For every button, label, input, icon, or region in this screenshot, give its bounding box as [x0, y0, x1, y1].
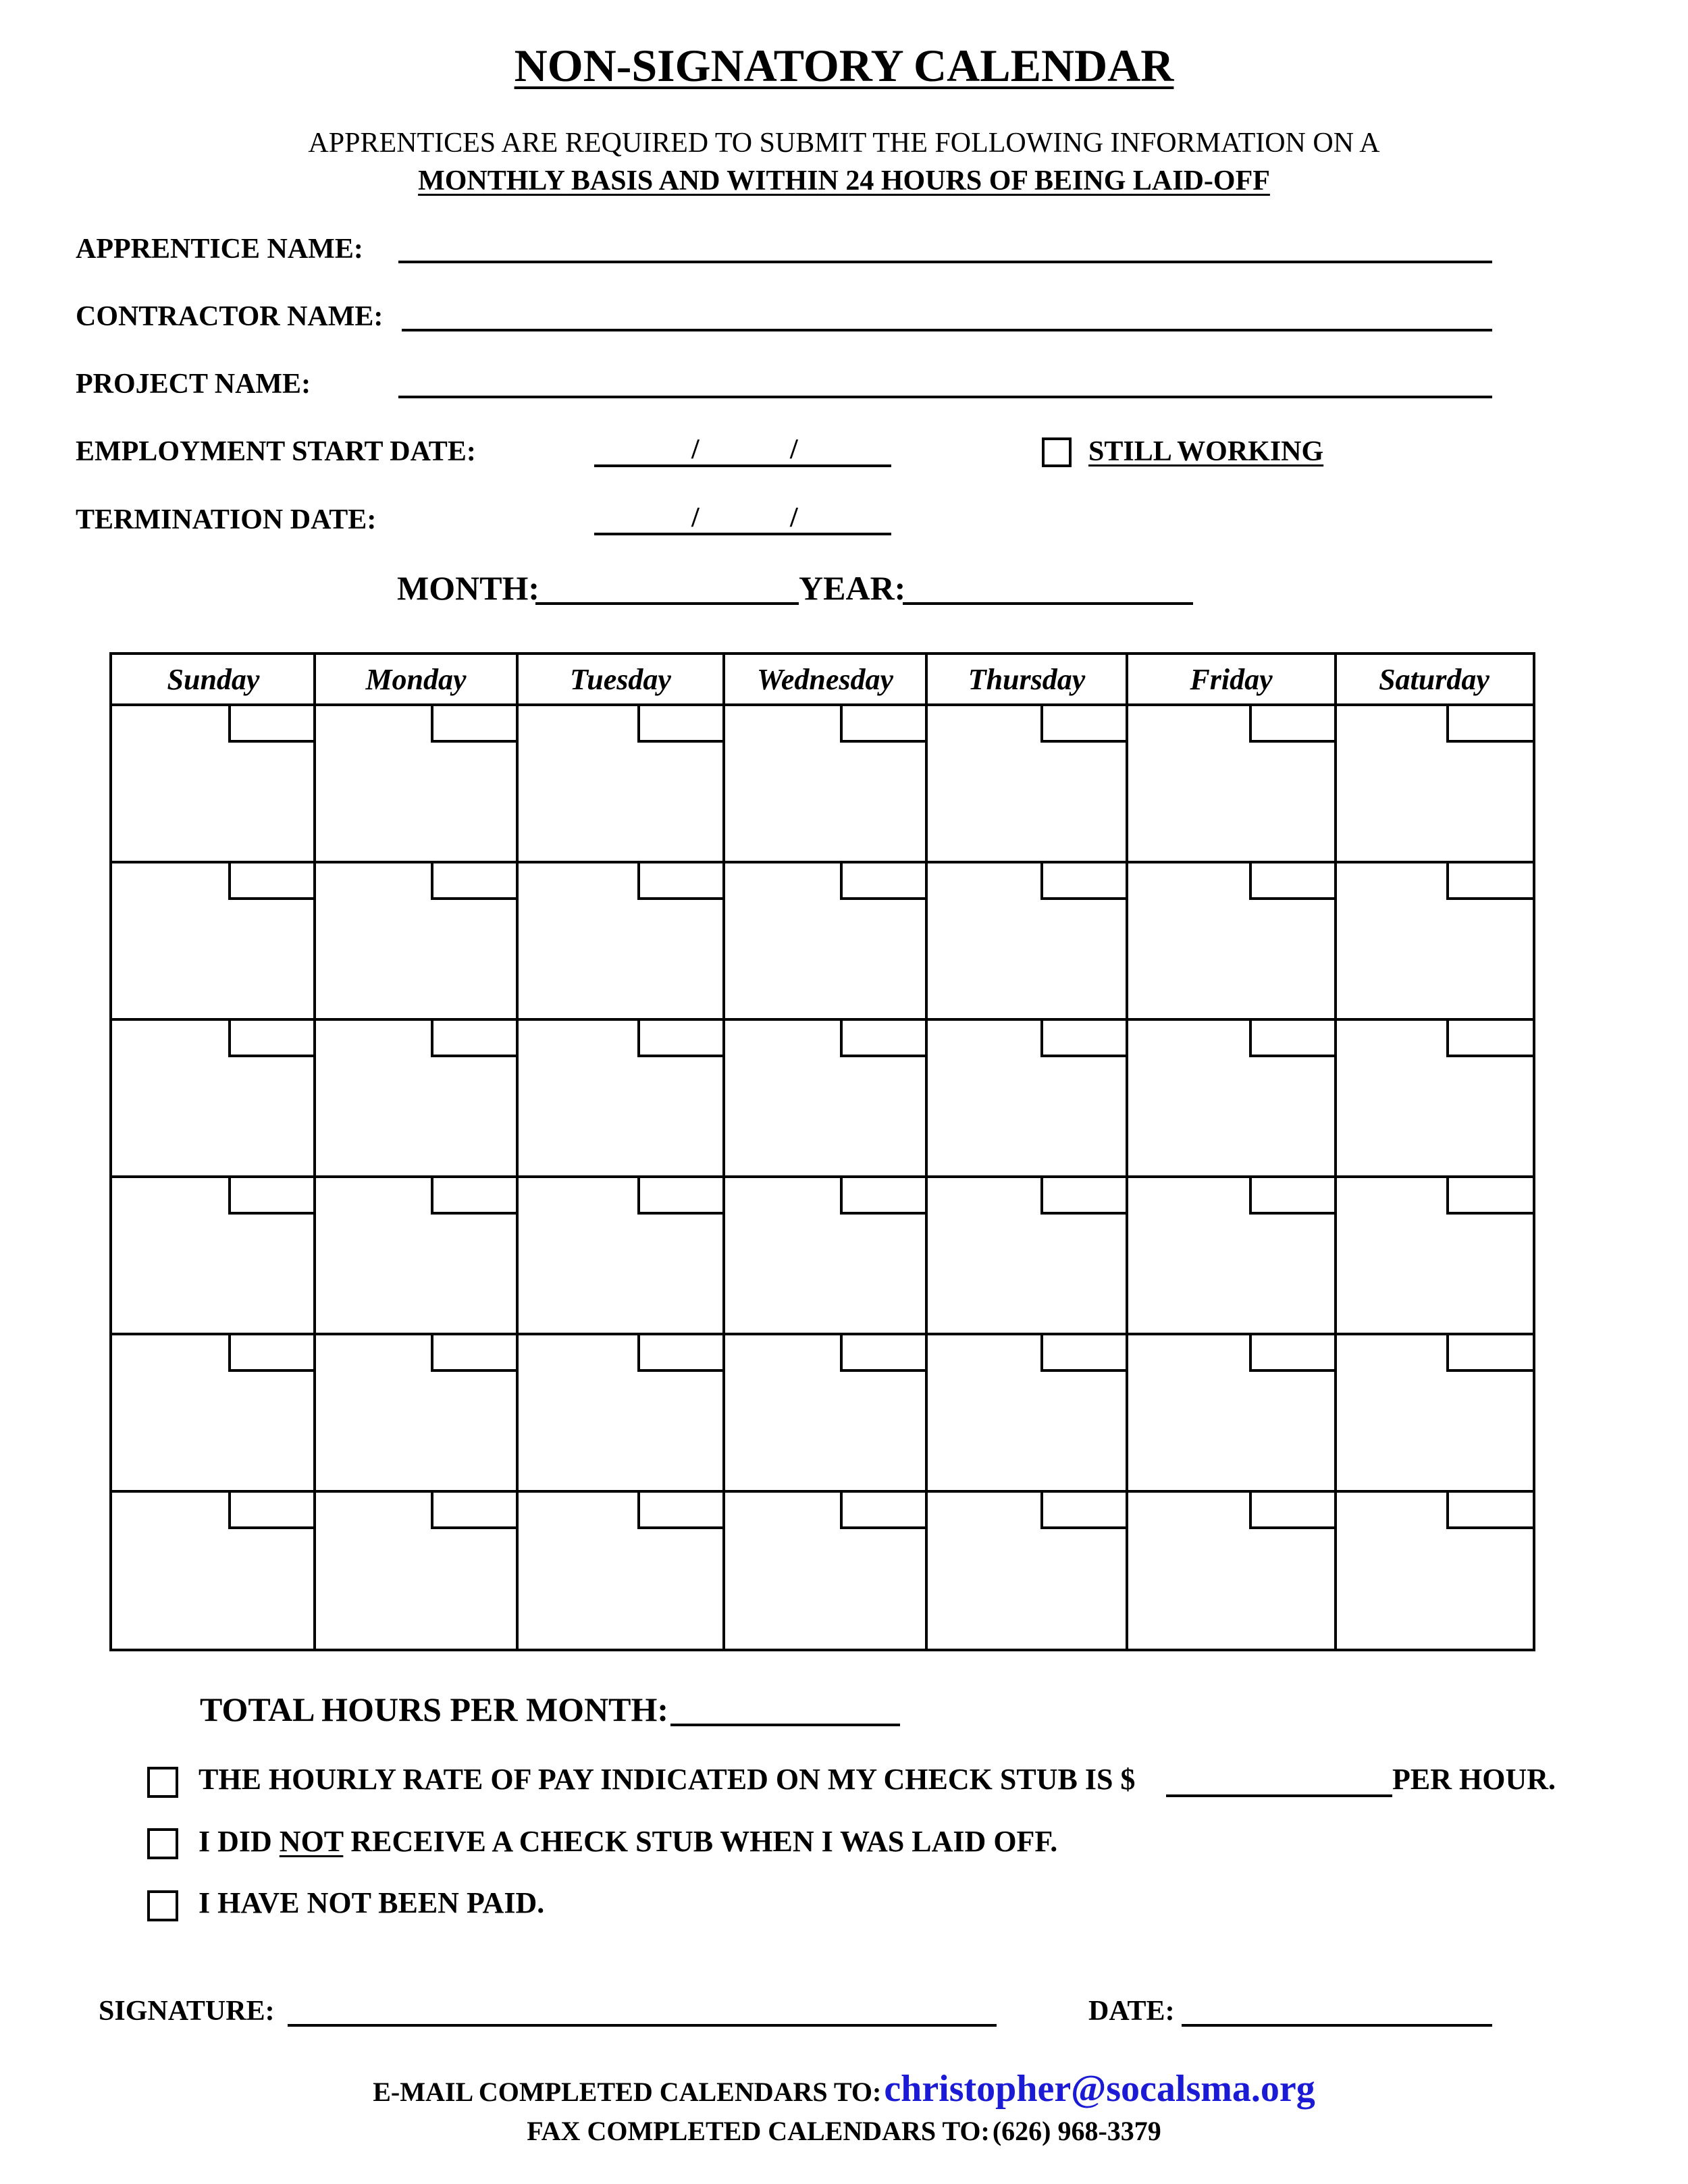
date-number-box[interactable] — [637, 705, 724, 743]
project-name-label: PROJECT NAME: — [76, 369, 311, 400]
calendar-day-cell[interactable] — [926, 1019, 1127, 1177]
email-label: E-MAIL COMPLETED CALENDARS TO: — [373, 2077, 882, 2107]
date-number-box[interactable] — [840, 1491, 926, 1529]
day-header-tuesday: Tuesday — [570, 663, 671, 696]
calendar-day-cell[interactable] — [315, 862, 517, 1019]
date-number-box[interactable] — [1040, 1177, 1127, 1215]
date-number-box[interactable] — [1040, 1019, 1127, 1057]
date-number-box[interactable] — [1040, 1491, 1127, 1529]
no-check-stub-label: I DID NOT RECEIVE A CHECK STUB WHEN I WAS LAID OFF. — [199, 1825, 1058, 1858]
calendar-day-cell[interactable] — [112, 1019, 315, 1177]
termination-date-separator-2: / — [790, 502, 798, 533]
fax-line — [0, 2115, 1688, 2147]
not-emphasis: NOT — [279, 1825, 344, 1858]
calendar-day-cell[interactable] — [315, 1334, 517, 1491]
date-number-box[interactable] — [637, 862, 724, 900]
email-link[interactable]: christopher@socalsma.org — [884, 2068, 1315, 2110]
date-number-box[interactable] — [1249, 1334, 1336, 1372]
fax-label: FAX COMPLETED CALENDARS TO: — [527, 2116, 990, 2146]
instructions-line-1: APPRENTICES ARE REQUIRED TO SUBMIT THE FOLLOWING INFORMATION ON A — [308, 128, 1380, 159]
calendar-day-cell[interactable] — [517, 705, 724, 862]
date-number-box[interactable] — [1446, 1334, 1533, 1372]
termination-date-label: TERMINATION DATE: — [76, 504, 377, 535]
date-label: DATE: — [1088, 1996, 1175, 2027]
date-number-box[interactable] — [840, 705, 926, 743]
calendar-day-cell[interactable] — [517, 1334, 724, 1491]
date-number-box[interactable] — [1446, 1177, 1533, 1215]
still-working-label: STILL WORKING — [1088, 436, 1324, 467]
date-number-box[interactable] — [1249, 862, 1336, 900]
start-date-field[interactable] — [594, 464, 891, 467]
fax-number: (626) 968-3379 — [992, 2116, 1161, 2146]
date-number-box[interactable] — [637, 1019, 724, 1057]
calendar-day-cell[interactable] — [1127, 1334, 1336, 1491]
calendar-day-cell[interactable] — [112, 1177, 315, 1334]
day-header-friday: Friday — [1190, 663, 1273, 696]
calendar-day-cell[interactable] — [926, 1177, 1127, 1334]
calendar-day-cell[interactable] — [926, 1491, 1127, 1649]
calendar-day-cell[interactable] — [517, 1019, 724, 1177]
instructions-line-2: MONTHLY BASIS AND WITHIN 24 HOURS OF BEING LAID-OFF — [418, 165, 1270, 196]
start-date-separator-2: / — [790, 434, 798, 465]
date-number-box[interactable] — [637, 1334, 724, 1372]
date-number-box[interactable] — [637, 1177, 724, 1215]
hourly-rate-checkbox[interactable] — [147, 1767, 178, 1798]
day-header-thursday: Thursday — [968, 663, 1086, 696]
apprentice-name-label: APPRENTICE NAME: — [76, 234, 363, 265]
calendar-day-cell[interactable] — [517, 1491, 724, 1649]
date-field[interactable] — [1182, 2024, 1492, 2027]
calendar-day-cell[interactable] — [1127, 1491, 1336, 1649]
hourly-rate-label: THE HOURLY RATE OF PAY INDICATED ON MY CHECK STUB IS $ — [199, 1763, 1136, 1796]
calendar-day-cell[interactable] — [1336, 862, 1533, 1019]
date-number-box[interactable] — [431, 1491, 517, 1529]
calendar-day-cell[interactable] — [1336, 1334, 1533, 1491]
day-header-wednesday: Wednesday — [756, 663, 894, 696]
date-number-box[interactable] — [431, 705, 517, 743]
month-field[interactable] — [535, 602, 799, 605]
contractor-name-field[interactable] — [402, 329, 1492, 331]
calendar-day-cell[interactable] — [1336, 1019, 1533, 1177]
calendar-day-cell[interactable] — [112, 1334, 315, 1491]
calendar-day-cell[interactable] — [1336, 1491, 1533, 1649]
date-number-box[interactable] — [1446, 705, 1533, 743]
date-number-box[interactable] — [840, 1019, 926, 1057]
date-number-box[interactable] — [228, 1334, 315, 1372]
date-number-box[interactable] — [431, 1334, 517, 1372]
start-date-label: EMPLOYMENT START DATE: — [76, 436, 476, 467]
calendar-day-cell[interactable] — [112, 1491, 315, 1649]
calendar-day-cell[interactable] — [1127, 1177, 1336, 1334]
total-hours-label: TOTAL HOURS PER MONTH: — [200, 1690, 669, 1728]
apprentice-name-field[interactable] — [398, 261, 1492, 263]
date-number-box[interactable] — [431, 862, 517, 900]
date-number-box[interactable] — [1249, 1177, 1336, 1215]
calendar-day-cell[interactable] — [724, 1491, 926, 1649]
calendar-day-cell[interactable] — [315, 705, 517, 862]
termination-date-separator-1: / — [691, 502, 700, 533]
date-number-box[interactable] — [1446, 1019, 1533, 1057]
date-number-box[interactable] — [1249, 1491, 1336, 1529]
calendar-day-cell[interactable] — [112, 705, 315, 862]
calendar-day-cell[interactable] — [926, 1334, 1127, 1491]
date-number-box[interactable] — [228, 862, 315, 900]
no-check-stub-checkbox[interactable] — [147, 1828, 178, 1859]
date-number-box[interactable] — [840, 862, 926, 900]
year-label: YEAR: — [799, 569, 906, 607]
date-number-box[interactable] — [1040, 1334, 1127, 1372]
calendar-grid — [109, 652, 1535, 1651]
not-paid-checkbox[interactable] — [147, 1890, 178, 1921]
calendar-day-cell[interactable] — [724, 862, 926, 1019]
still-working-checkbox[interactable] — [1042, 437, 1072, 467]
date-number-box[interactable] — [228, 1177, 315, 1215]
year-field[interactable] — [903, 602, 1193, 605]
calendar-day-cell[interactable] — [1127, 862, 1336, 1019]
signature-label: SIGNATURE: — [99, 1996, 275, 2027]
date-number-box[interactable] — [840, 1334, 926, 1372]
calendar-day-cell[interactable] — [1127, 1019, 1336, 1177]
hourly-rate-field[interactable] — [1166, 1794, 1392, 1797]
date-number-box[interactable] — [637, 1491, 724, 1529]
termination-date-field[interactable] — [594, 533, 891, 535]
calendar-day-cell[interactable] — [724, 1177, 926, 1334]
date-number-box[interactable] — [1446, 1491, 1533, 1529]
date-number-box[interactable] — [840, 1177, 926, 1215]
calendar-day-cell[interactable] — [315, 1491, 517, 1649]
signature-field[interactable] — [288, 2024, 997, 2027]
date-number-box[interactable] — [228, 705, 315, 743]
total-hours-field[interactable] — [670, 1724, 900, 1726]
calendar-day-cell[interactable] — [926, 862, 1127, 1019]
calendar-day-cell[interactable] — [517, 862, 724, 1019]
calendar-day-cell[interactable] — [724, 1019, 926, 1177]
calendar-day-cell[interactable] — [724, 705, 926, 862]
project-name-field[interactable] — [398, 396, 1492, 398]
calendar-day-cell[interactable] — [112, 862, 315, 1019]
day-header-sunday: Sunday — [167, 663, 260, 696]
date-number-box[interactable] — [1446, 862, 1533, 900]
contractor-name-label: CONTRACTOR NAME: — [76, 301, 384, 332]
date-number-box[interactable] — [1249, 1019, 1336, 1057]
date-number-box[interactable] — [431, 1177, 517, 1215]
calendar-day-cell[interactable] — [1336, 1177, 1533, 1334]
calendar-day-cell[interactable] — [926, 705, 1127, 862]
calendar-day-cell[interactable] — [315, 1019, 517, 1177]
calendar-day-cell[interactable] — [1336, 705, 1533, 862]
per-hour-label: PER HOUR. — [1392, 1763, 1556, 1796]
day-header-monday: Monday — [365, 663, 467, 696]
date-number-box[interactable] — [1040, 705, 1127, 743]
date-number-box[interactable] — [431, 1019, 517, 1057]
calendar-day-cell[interactable] — [517, 1177, 724, 1334]
date-number-box[interactable] — [228, 1491, 315, 1529]
date-number-box[interactable] — [1040, 862, 1127, 900]
start-date-separator-1: / — [691, 434, 700, 465]
month-label: MONTH: — [397, 569, 540, 607]
calendar-day-cell[interactable] — [315, 1177, 517, 1334]
date-number-box[interactable] — [228, 1019, 315, 1057]
email-line — [0, 2067, 1688, 2110]
date-number-box[interactable] — [1249, 705, 1336, 743]
day-header-saturday: Saturday — [1379, 663, 1489, 696]
page-title: NON-SIGNATORY CALENDAR — [514, 40, 1174, 91]
calendar-day-cell[interactable] — [1127, 705, 1336, 862]
not-paid-label: I HAVE NOT BEEN PAID. — [199, 1886, 545, 1919]
calendar-day-cell[interactable] — [724, 1334, 926, 1491]
